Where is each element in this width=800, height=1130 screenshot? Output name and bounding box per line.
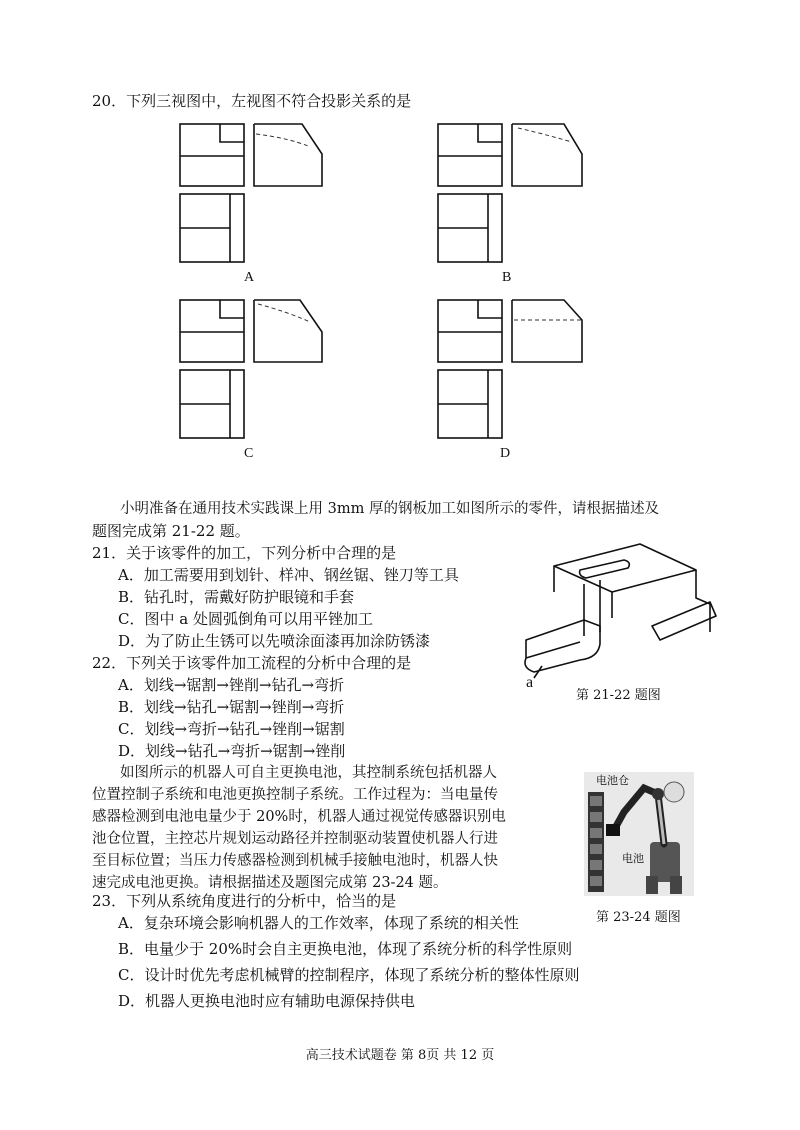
label-d: D <box>500 446 511 461</box>
label-b: B <box>502 270 512 285</box>
robot-photo <box>584 772 694 896</box>
part-drawing <box>520 540 720 690</box>
label-a: A <box>244 270 255 285</box>
q23-stem: 23．下列从系统角度进行的分析中，恰当的是 <box>92 892 397 910</box>
q21-option-d: D．为了防止生锈可以先喷涂面漆再加涂防锈漆 <box>118 632 431 650</box>
part-point-label-a: a <box>526 674 534 691</box>
label-battery-bay: 电池仓 <box>596 774 629 787</box>
intro-23-24-line4: 池仓位置，主控芯片规划运动路径并控制驱动装置使机器人行进 <box>92 831 498 847</box>
q22-option-d: D．划线→钻孔→弯折→锯割→锉削 <box>118 742 346 760</box>
q22-stem: 22．下列关于该零件加工流程的分析中合理的是 <box>92 654 412 672</box>
intro-23-24-line2: 位置控制子系统和电池更换控制子系统。工作过程为：当电量传 <box>92 787 498 803</box>
q20-diagrams <box>170 118 600 458</box>
intro-23-24-line5: 至目标位置；当压力传感器检测到机械手接触电池时，机器人快 <box>92 853 498 869</box>
q23-option-c: C．设计时优先考虑机械臂的控制程序，体现了系统分析的整体性原则 <box>118 966 580 984</box>
intro-23-24-line1: 如图所示的机器人可自主更换电池，其控制系统包括机器人 <box>120 765 497 781</box>
q21-option-a: A．加工需要用到划针、样冲、钢丝锯、锉刀等工具 <box>118 566 459 584</box>
view-set-a <box>180 124 322 262</box>
q22-option-a: A．划线→锯割→锉削→钻孔→弯折 <box>118 676 345 694</box>
q22-option-c: C．划线→弯折→钻孔→锉削→锯割 <box>118 720 345 738</box>
intro-21-22-line2: 题图完成第 21-22 题。 <box>92 522 250 540</box>
q23-option-d: D．机器人更换电池时应有辅助电源保持供电 <box>118 992 416 1010</box>
intro-23-24-line3: 感器检测到电池电量少于 20%时，机器人通过视觉传感器识别电 <box>92 809 506 825</box>
fig-23-24-caption: 第 23-24 题图 <box>596 910 681 925</box>
view-set-c <box>180 300 322 438</box>
q21-option-b: B．钻孔时，需戴好防护眼镜和手套 <box>118 588 355 606</box>
intro-23-24-line6: 速完成电池更换。请根据描述及题图完成第 23-24 题。 <box>92 875 448 891</box>
label-c: C <box>244 446 254 461</box>
q20-stem: 20．下列三视图中，左视图不符合投影关系的是 <box>92 92 412 110</box>
intro-21-22-line1: 小明准备在通用技术实践课上用 3mm 厚的钢板加工如图所示的零件，请根据描述及 <box>120 501 659 517</box>
q23-option-a: A．复杂环境会影响机器人的工作效率，体现了系统的相关性 <box>118 914 519 932</box>
q23-option-b: B．电量少于 20%时会自主更换电池，体现了系统分析的科学性原则 <box>118 940 573 958</box>
view-set-d <box>438 300 582 438</box>
fig-21-22-caption: 第 21-22 题图 <box>576 688 661 703</box>
label-battery: 电池 <box>622 852 644 865</box>
q21-stem: 21．关于该零件的加工，下列分析中合理的是 <box>92 544 397 562</box>
page-footer: 高三技术试题卷 第 8页 共 12 页 <box>305 1048 495 1063</box>
q21-option-c: C．图中 a 处圆弧倒角可以用平锉加工 <box>118 610 373 628</box>
q22-option-b: B．划线→钻孔→锯割→锉削→弯折 <box>118 698 345 716</box>
view-set-b <box>438 124 582 262</box>
